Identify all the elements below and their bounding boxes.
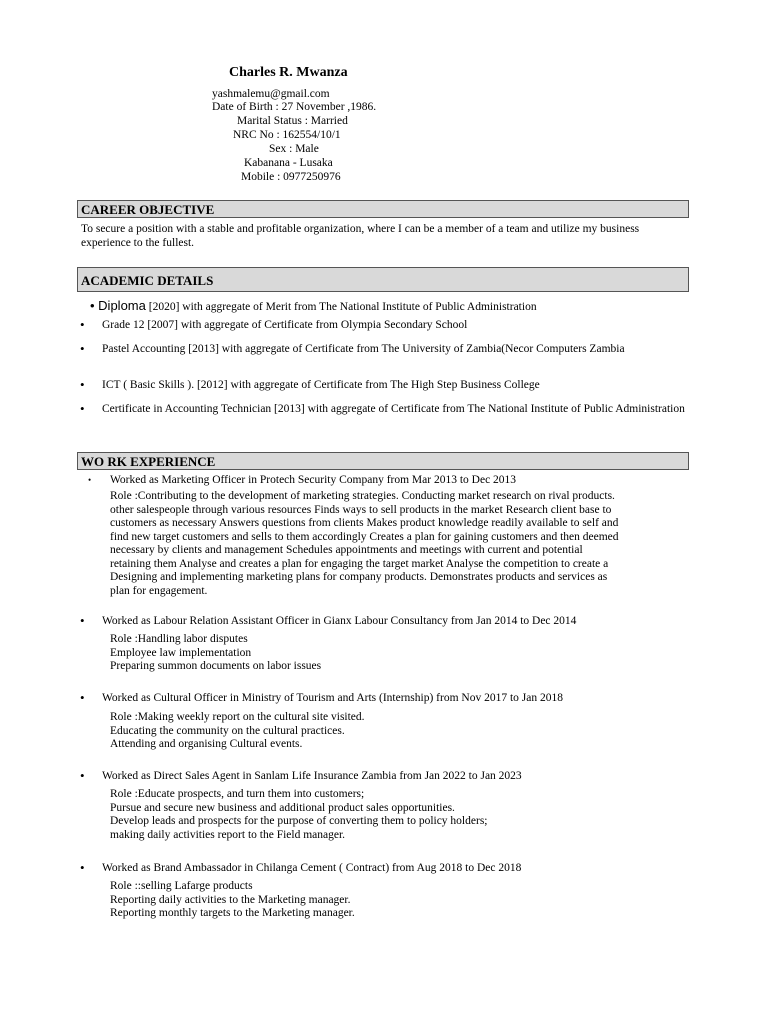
- candidate-name: Charles R. Mwanza: [229, 65, 348, 80]
- bullet-icon: •: [80, 860, 85, 875]
- bullet-icon: •: [90, 298, 99, 313]
- job-role-description: [110, 788, 690, 842]
- role-line: necessary by clients and management Schedules appointments and meetings with current and potential: [110, 544, 583, 556]
- role-line: Develop leads and prospects for the purpose of converting them to policy holders;: [110, 815, 488, 827]
- job-title: Worked as Cultural Officer in Ministry of Tourism and Arts (Internship) from Nov 2017 to Jan 2018: [102, 692, 563, 704]
- job-role-description: [110, 633, 690, 674]
- mobile: Mobile : 0977250976: [241, 171, 341, 183]
- academic-item: Grade 12 [2007] with aggregate of Certificate from Olympia Secondary School: [102, 319, 468, 331]
- role-line: Role :Making weekly report on the cultural site visited.: [110, 711, 365, 723]
- academic-item: Pastel Accounting [2013] with aggregate of Certificate from The University of Zambia(Necor Computers Zambia: [102, 343, 625, 355]
- job-role-description: [110, 490, 690, 598]
- job-title: Worked as Labour Relation Assistant Officer in Gianx Labour Consultancy from Jan 2014 to Dec 2014: [102, 615, 577, 627]
- address: Kabanana - Lusaka: [244, 157, 333, 169]
- role-line: Attending and organising Cultural events.: [110, 738, 303, 750]
- role-line: making daily activities report to the Field manager.: [110, 828, 346, 841]
- role-line: Preparing summon documents on labor issues: [110, 660, 322, 672]
- work-experience-heading: WO RK EXPERIENCE: [77, 452, 689, 470]
- diploma-label: Diploma: [98, 298, 146, 313]
- career-objective-text: To secure a position with a stable and profitable organization, where I can be a member of a team and utilize my business experience to the fullest.: [81, 223, 640, 249]
- academic-item: [90, 299, 537, 315]
- role-line: customers as necessary Answers questions from clients Makes product knowledge readily available to self and: [110, 517, 619, 529]
- date-of-birth: Date of Birth : 27 November ,1986.: [212, 101, 377, 113]
- role-line: Role :Educate prospects, and turn them into customers;: [110, 788, 365, 800]
- diploma-details: [2020] with aggregate of Merit from The National Institute of Public Administration: [148, 301, 537, 313]
- role-line: Designing and implementing marketing plans for company products. Demonstrates products and services as: [110, 571, 608, 583]
- nrc-number: NRC No : 162554/10/1: [233, 129, 341, 141]
- career-objective-heading: CAREER OBJECTIVE: [77, 200, 689, 218]
- role-line: Role ::selling Lafarge products: [110, 880, 253, 892]
- role-line: Role :Handling labor disputes: [110, 633, 248, 645]
- bullet-icon: •: [80, 613, 85, 628]
- role-line: Role :Contributing to the development of marketing strategies. Conducting market research on rival products.: [110, 490, 615, 502]
- role-line: plan for engagement.: [110, 584, 208, 597]
- role-line: Reporting monthly targets to the Marketing manager.: [110, 907, 355, 919]
- job-title: Worked as Direct Sales Agent in Sanlam Life Insurance Zambia from Jan 2022 to Jan 2023: [102, 770, 522, 782]
- bullet-icon: •: [80, 341, 85, 356]
- role-line: find new target customers and sells to them accordingly Creates a plan for gaining customers and then deemed: [110, 530, 619, 543]
- role-line: retaining them Analyse and creates a plan for engaging the target market Analyse the competition to create a: [110, 557, 609, 570]
- bullet-icon: •: [80, 768, 85, 783]
- email: yashmalemu@gmail.com: [212, 88, 330, 100]
- job-role-description: [110, 880, 690, 921]
- role-line: Pursue and secure new business and additional product sales opportunities.: [110, 801, 455, 814]
- job-title: Worked as Marketing Officer in Protech Security Company from Mar 2013 to Dec 2013: [110, 474, 517, 486]
- bullet-icon: •: [80, 401, 85, 416]
- bullet-icon: •: [80, 317, 85, 332]
- job-title: Worked as Brand Ambassador in Chilanga Cement ( Contract) from Aug 2018 to Dec 2018: [102, 862, 522, 874]
- academic-item: Certificate in Accounting Technician [2013] with aggregate of Certificate from The National Institute of Public Administration: [102, 403, 685, 415]
- role-line: Employee law implementation: [110, 646, 252, 659]
- bullet-icon: •: [88, 475, 92, 485]
- bullet-icon: •: [80, 690, 85, 705]
- academic-item: ICT ( Basic Skills ). [2012] with aggregate of Certificate from The High Step Business College: [102, 379, 540, 391]
- marital-status: Marital Status : Married: [237, 115, 348, 127]
- academic-details-heading: ACADEMIC DETAILS: [77, 267, 689, 292]
- role-line: Educating the community on the cultural practices.: [110, 724, 345, 737]
- job-role-description: [110, 711, 690, 752]
- bullet-icon: •: [80, 377, 85, 392]
- role-line: other salespeople through various resources Finds ways to sell products in the market Research client base to: [110, 503, 612, 516]
- sex: Sex : Male: [269, 143, 319, 155]
- role-line: Reporting daily activities to the Marketing manager.: [110, 893, 351, 906]
